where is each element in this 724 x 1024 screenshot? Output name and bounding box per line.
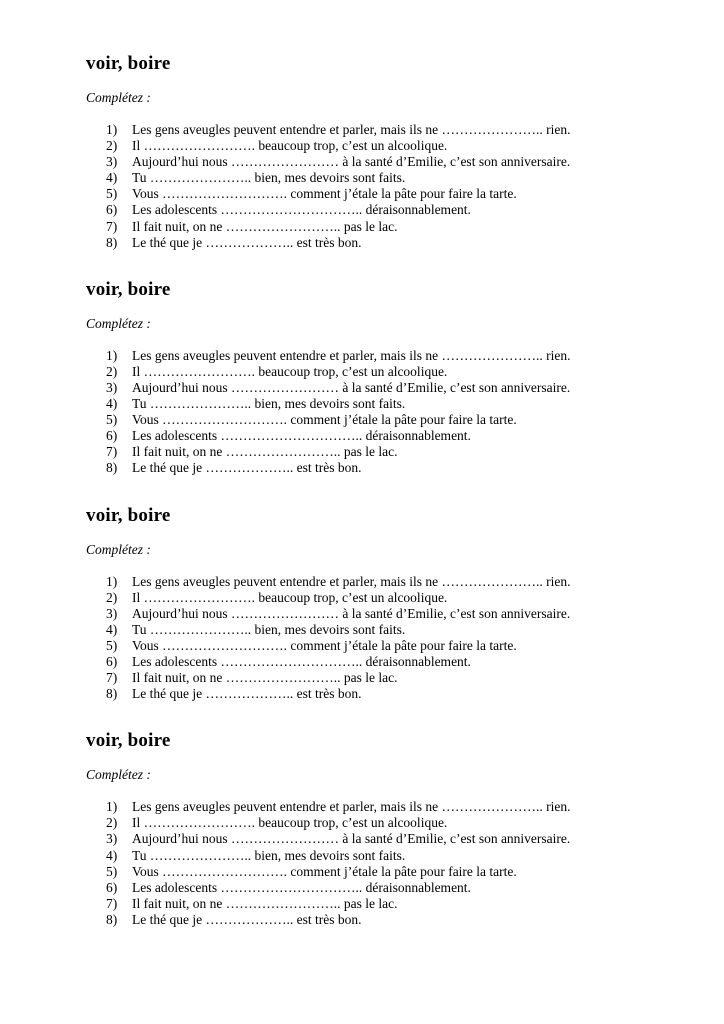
item-text: Les adolescents ………………………….. déraisonnablement. xyxy=(132,879,471,895)
item-text: Les gens aveugles peuvent entendre et parler, mais ils ne ………………….. rien. xyxy=(132,347,571,363)
item-text: Le thé que je ……………….. est très bon. xyxy=(132,460,362,476)
item-number: 8) xyxy=(106,460,118,476)
exercise-item xyxy=(106,912,666,928)
item-number: 3) xyxy=(106,154,118,170)
item-number: 1) xyxy=(106,347,118,363)
item-number: 8) xyxy=(106,686,118,702)
section-title: voir, boire xyxy=(86,278,171,300)
item-number: 5) xyxy=(106,863,118,879)
exercise-item xyxy=(106,638,666,654)
section-title: voir, boire xyxy=(86,53,171,74)
exercise-item xyxy=(106,428,666,444)
exercise-item xyxy=(106,186,666,202)
item-number: 4) xyxy=(106,396,118,412)
item-text: Aujourd’hui nous …………………… à la santé d’Emilie, c’est son anniversaire. xyxy=(132,154,571,170)
section-title: voir, boire xyxy=(86,730,171,752)
item-number: 4) xyxy=(106,847,118,863)
item-text: Vous ………………………. comment j’étale la pâte pour faire la tarte. xyxy=(132,863,517,879)
exercise-item xyxy=(106,574,666,590)
item-text: Les gens aveugles peuvent entendre et parler, mais ils ne ………………….. rien. xyxy=(132,122,571,137)
item-number: 6) xyxy=(106,653,118,669)
item-text: Les adolescents ………………………….. déraisonnablement. xyxy=(132,653,471,669)
instruction-label: Complétez : xyxy=(86,90,151,105)
item-text: Tu ………………….. bien, mes devoirs sont faits. xyxy=(132,170,406,186)
exercise-item xyxy=(106,686,666,702)
item-text: Il ……………………. beaucoup trop, c’est un alcoolique. xyxy=(132,815,448,831)
item-number: 2) xyxy=(106,138,118,154)
item-number: 7) xyxy=(106,218,118,234)
item-number: 7) xyxy=(106,444,118,460)
item-number: 3) xyxy=(106,831,118,847)
item-text: Il fait nuit, on ne …………………….. pas le lac. xyxy=(132,444,398,460)
item-text: Les gens aveugles peuvent entendre et parler, mais ils ne ………………….. rien. xyxy=(132,799,571,815)
exercise-item xyxy=(106,622,666,638)
item-number: 6) xyxy=(106,428,118,444)
item-text: Aujourd’hui nous …………………… à la santé d’Emilie, c’est son anniversaire. xyxy=(132,379,571,395)
exercise-item xyxy=(106,412,666,428)
item-number: 2) xyxy=(106,815,118,831)
item-number: 2) xyxy=(106,363,118,379)
exercise-item xyxy=(106,396,666,412)
exercise-item xyxy=(106,880,666,896)
exercise-item xyxy=(106,235,666,251)
item-number: 1) xyxy=(106,122,118,137)
item-text: Il ……………………. beaucoup trop, c’est un alcoolique. xyxy=(132,138,448,154)
item-number: 6) xyxy=(106,879,118,895)
item-number: 1) xyxy=(106,799,118,815)
item-text: Le thé que je ……………….. est très bon. xyxy=(132,911,362,927)
exercise-item xyxy=(106,219,666,235)
exercise-item xyxy=(106,460,666,476)
item-text: Vous ………………………. comment j’étale la pâte pour faire la tarte. xyxy=(132,412,517,428)
exercise-item xyxy=(106,348,666,364)
instruction-label: Complétez : xyxy=(86,767,151,783)
item-text: Les gens aveugles peuvent entendre et parler, mais ils ne ………………….. rien. xyxy=(132,573,571,589)
item-text: Les adolescents ………………………….. déraisonnablement. xyxy=(132,202,471,218)
instruction-label: Complétez : xyxy=(86,315,151,331)
exercise-item xyxy=(106,670,666,686)
item-text: Le thé que je ……………….. est très bon. xyxy=(132,686,362,702)
exercise-item xyxy=(106,799,666,815)
worksheet-section xyxy=(86,279,666,477)
item-text: Tu ………………….. bien, mes devoirs sont faits. xyxy=(132,847,406,863)
exercise-item xyxy=(106,590,666,606)
item-number: 1) xyxy=(106,573,118,589)
item-number: 3) xyxy=(106,379,118,395)
exercise-item xyxy=(106,154,666,170)
exercise-item xyxy=(106,848,666,864)
item-text: Il fait nuit, on ne …………………….. pas le lac. xyxy=(132,670,398,686)
exercise-item xyxy=(106,202,666,218)
item-number: 2) xyxy=(106,589,118,605)
exercise-item xyxy=(106,170,666,186)
exercise-item xyxy=(106,815,666,831)
item-number: 7) xyxy=(106,895,118,911)
item-text: Vous ………………………. comment j’étale la pâte pour faire la tarte. xyxy=(132,637,517,653)
item-text: Il ……………………. beaucoup trop, c’est un alcoolique. xyxy=(132,363,448,379)
exercise-item xyxy=(106,654,666,670)
item-number: 5) xyxy=(106,412,118,428)
exercise-list xyxy=(86,574,666,703)
item-text: Il fait nuit, on ne …………………….. pas le lac. xyxy=(132,895,398,911)
item-text: Il fait nuit, on ne …………………….. pas le lac. xyxy=(132,218,398,234)
item-number: 8) xyxy=(106,234,118,250)
item-number: 5) xyxy=(106,637,118,653)
exercise-item xyxy=(106,896,666,912)
item-text: Le thé que je ……………….. est très bon. xyxy=(132,234,362,250)
item-number: 4) xyxy=(106,170,118,186)
item-text: Aujourd’hui nous …………………… à la santé d’Emilie, c’est son anniversaire. xyxy=(132,605,571,621)
worksheet-section xyxy=(86,730,666,928)
item-number: 5) xyxy=(106,186,118,202)
item-text: Tu ………………….. bien, mes devoirs sont faits. xyxy=(132,396,406,412)
item-number: 8) xyxy=(106,911,118,927)
section-title: voir, boire xyxy=(86,504,171,526)
item-text: Tu ………………….. bien, mes devoirs sont faits. xyxy=(132,621,406,637)
exercise-item xyxy=(106,831,666,847)
item-number: 4) xyxy=(106,621,118,637)
worksheet-section xyxy=(86,505,666,703)
exercise-item xyxy=(106,122,666,138)
item-number: 7) xyxy=(106,670,118,686)
exercise-item xyxy=(106,380,666,396)
item-number: 3) xyxy=(106,605,118,621)
item-text: Les adolescents ………………………….. déraisonnablement. xyxy=(132,428,471,444)
item-text: Il ……………………. beaucoup trop, c’est un alcoolique. xyxy=(132,589,448,605)
exercise-item xyxy=(106,606,666,622)
worksheet-section xyxy=(86,53,666,251)
exercise-list xyxy=(86,799,666,928)
exercise-list xyxy=(86,122,666,251)
instruction-label: Complétez : xyxy=(86,541,151,557)
exercise-item xyxy=(106,444,666,460)
item-number: 6) xyxy=(106,202,118,218)
item-text: Aujourd’hui nous …………………… à la santé d’Emilie, c’est son anniversaire. xyxy=(132,831,571,847)
exercise-item xyxy=(106,364,666,380)
exercise-item xyxy=(106,138,666,154)
item-text: Vous ………………………. comment j’étale la pâte pour faire la tarte. xyxy=(132,186,517,202)
exercise-list xyxy=(86,348,666,477)
exercise-item xyxy=(106,864,666,880)
